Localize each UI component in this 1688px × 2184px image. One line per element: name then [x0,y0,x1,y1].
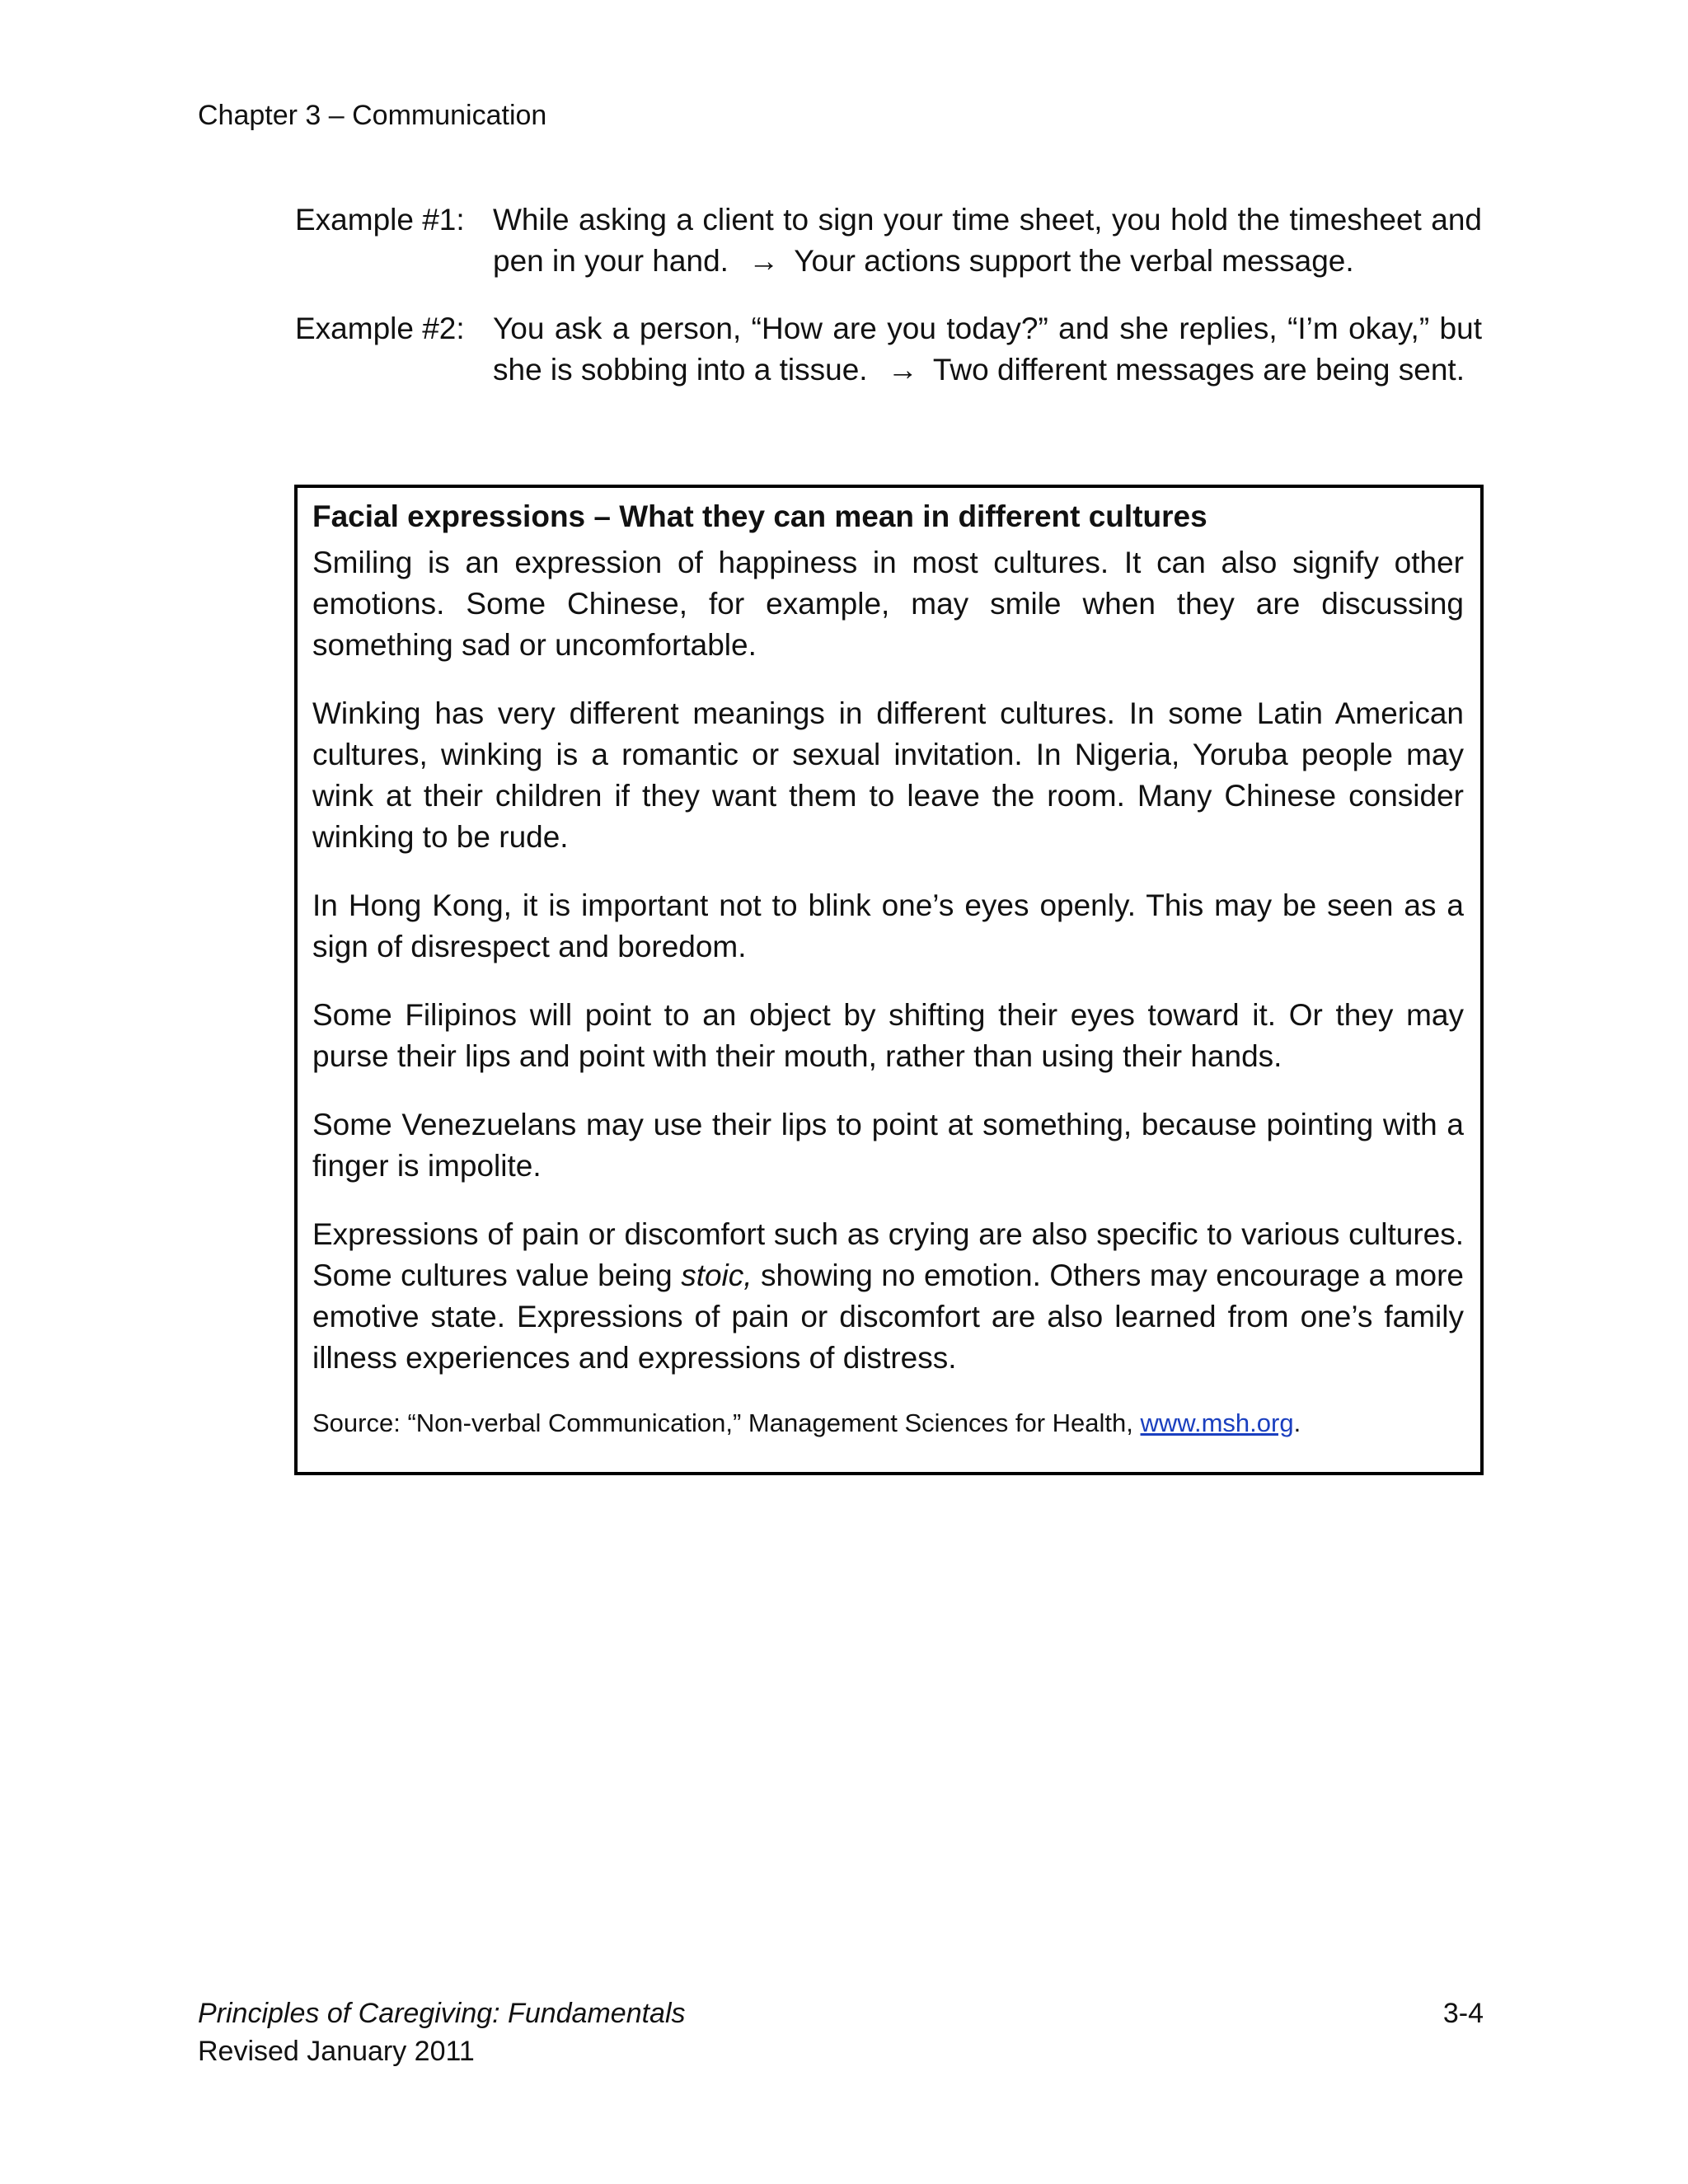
box-title: Facial expressions – What they can mean in different cultures [312,499,1207,533]
right-arrow-icon: → [887,353,918,387]
paragraph-hong-kong: In Hong Kong, it is important not to blink one’s eyes openly. This may be seen as a sign of disrespect and boredom. [312,888,1464,963]
source-prefix: Source: “Non-verbal Communication,” Management Sciences for Health, [312,1408,1141,1437]
paragraph-pain-expressions [312,1214,1464,1379]
example-statement: You ask a person, “How are you today?” and she replies, “I’m okay,” but she is sobbing into a tissue. [493,312,1482,387]
footer-book-title: Principles of Caregiving: Fundamentals [198,1998,686,2029]
paragraph-venezuelans: Some Venezuelans may use their lips to point at something, because pointing with a finger is impolite. [312,1108,1464,1183]
paragraph-smiling: Smiling is an expression of happiness in most cultures. It can also signify other emotions. Some Chinese, for example, may smile when they are discussing something sad or uncomfortable. [312,546,1464,662]
example-conclusion: Two different messages are being sent. [932,353,1465,387]
source-suffix: . [1293,1408,1301,1437]
chapter-title: Chapter 3 – Communication [198,100,547,131]
footer-revised: Revised January 2011 [198,2036,475,2067]
example-2 [295,308,1482,391]
pain-text-after: showing no emotion. Others may encourage a more emotive state. Expressions of pain or discomfort are also learned from one’s family illness experiences and expressions of distress. [312,1258,1465,1375]
pain-text-before: Expressions of pain or discomfort such as crying are also specific to various cultures. Some cultures value being [312,1217,1464,1292]
right-arrow-icon: → [748,244,780,278]
page-footer [198,1994,1484,2070]
stoic-emphasis: stoic, [681,1258,753,1292]
paragraph-winking: Winking has very different meanings in different cultures. In some Latin American cultures, winking is a romantic or sexual invitation. In Nigeria, Yoruba people may wink at their children if they want them to leave the room. Many Chinese consider winking to be rude. [312,696,1464,854]
example-1 [295,199,1482,282]
msh-link[interactable]: www.msh.org [1140,1408,1294,1437]
page-number: 3-4 [1442,1998,1484,2029]
example-label: Example #2: [295,312,465,345]
paragraph-filipinos: Some Filipinos will point to an object by shifting their eyes toward it. Or they may purse their lips and point with their mouth, rather than using their hands. [312,998,1464,1073]
example-text [493,199,1482,282]
examples-section [295,199,1482,417]
example-text [493,308,1482,391]
facial-expressions-box [294,485,1484,1475]
running-header [198,97,546,134]
example-statement: While asking a client to sign your time sheet, you hold the timesheet and pen in your hand. [493,203,1482,278]
source-citation [312,1406,1464,1441]
example-label: Example #1: [295,203,465,237]
example-conclusion: Your actions support the verbal message. [794,244,1354,278]
